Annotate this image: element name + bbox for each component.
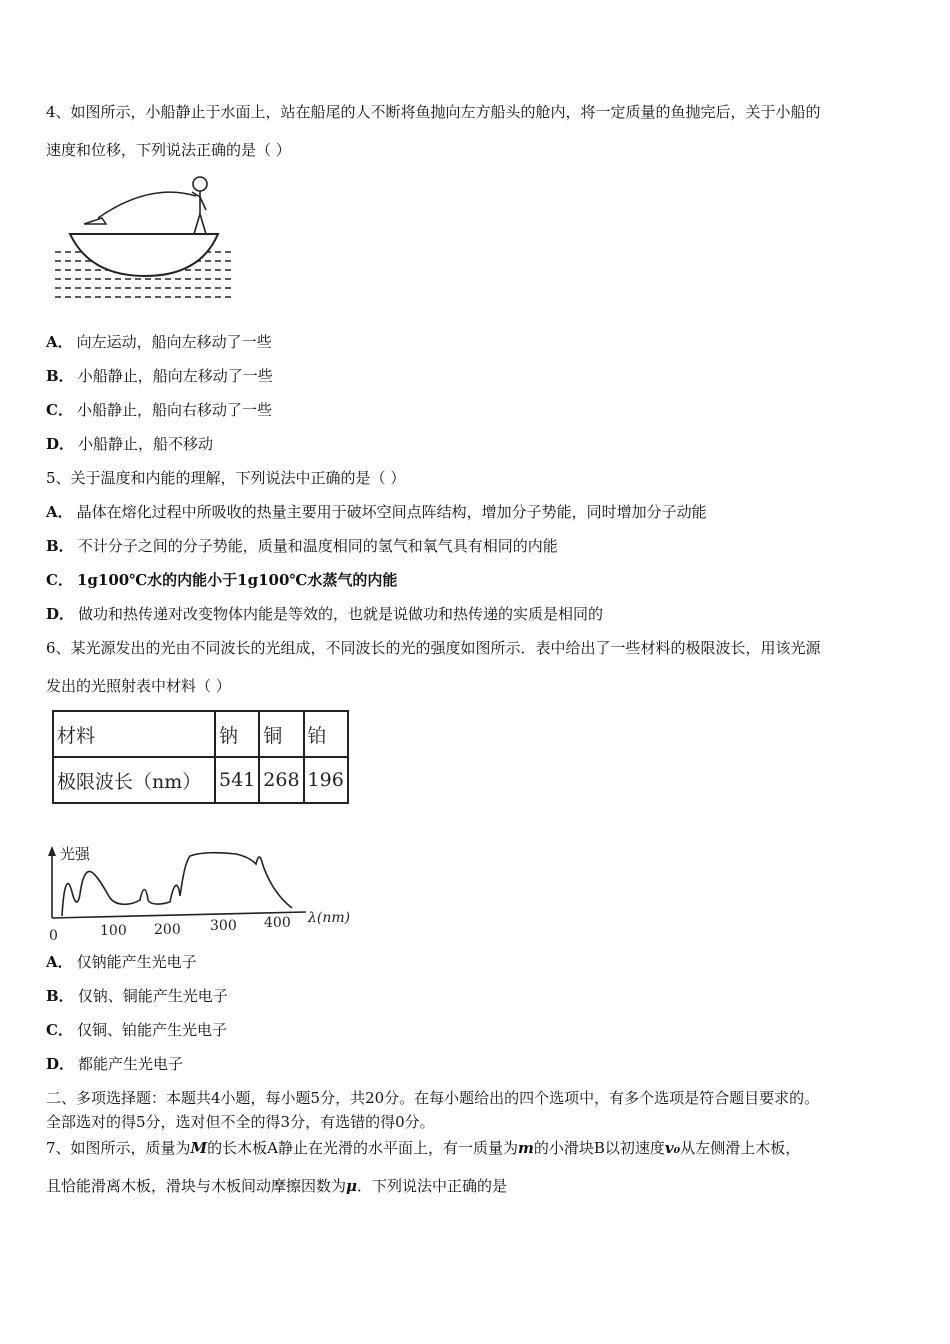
table-row [53, 757, 348, 803]
table-header-material: 材料 [53, 711, 215, 757]
q7-stem-line1: 7、如图所示，质量为M的长木板A静止在光滑的水平面上，有一质量为m的小滑块B以初速度v₀从左侧滑上木板， [46, 1139, 801, 1157]
table-cell-pt: 196 [304, 757, 348, 803]
q4-option-a: A． 向左运动，船向左移动了一些 [46, 333, 272, 351]
q6-stem-line1: 6、某光源发出的光由不同波长的光组成，不同波长的光的强度如图所示．表中给出了一些材料的极限波长，用该光源 [46, 639, 821, 657]
y-axis-label: 光强 [60, 845, 91, 863]
table-cell-label: 极限波长（nm） [53, 757, 215, 803]
q6-option-a: A． 仅钠能产生光电子 [46, 953, 197, 971]
tick-label: 0 [49, 928, 58, 944]
table-header-pt: 铂 [304, 711, 348, 757]
q4-option-b: B． 小船静止，船向左移动了一些 [46, 367, 273, 385]
table-row [53, 711, 348, 757]
q6-option-c: C． 仅铜、铂能产生光电子 [46, 1021, 227, 1039]
intensity-curve [62, 853, 292, 916]
tick-label: 100 [100, 923, 127, 939]
q4-option-d: D． 小船静止，船不移动 [46, 435, 214, 453]
q5-option-c: C． 1g100℃水的内能小于1g100℃水蒸气的内能 [46, 571, 398, 589]
q5-option-a: A． 晶体在熔化过程中所吸收的热量主要用于破坏空间点阵结构，增加分子势能，同时增加分子动能 [46, 503, 707, 521]
q6-stem-line2: 发出的光照射表中材料（ ） [46, 677, 231, 695]
q5-option-d: D． 做功和热传递对改变物体内能是等效的，也就是说做功和热传递的实质是相同的 [46, 605, 604, 623]
tick-label: 400 [264, 915, 291, 931]
q7-stem-line2: 且恰能滑离木板，滑块与木板间动摩擦因数为μ．下列说法中正确的是 [46, 1177, 508, 1195]
q6-option-b: B． 仅钠、铜能产生光电子 [46, 987, 228, 1005]
q4-stem-line2: 速度和位移，下列说法正确的是（ ） [46, 141, 291, 159]
tick-label: 200 [154, 922, 181, 938]
material-table [52, 710, 349, 804]
y-axis-arrow-icon [48, 846, 56, 856]
tick-label: 300 [210, 918, 237, 934]
x-axis-label: λ(nm) [308, 910, 351, 926]
boat-figure [50, 172, 240, 302]
table-header-cu: 铜 [259, 711, 303, 757]
q5-stem: 5、关于温度和内能的理解，下列说法中正确的是（ ） [46, 469, 406, 487]
q6-option-d: D． 都能产生光电子 [46, 1055, 184, 1073]
table-cell-cu: 268 [259, 757, 303, 803]
section2-line1: 二、多项选择题：本题共4小题，每小题5分，共20分。在每小题给出的四个选项中，有多个选项是符合题目要求的。 [46, 1089, 820, 1107]
intensity-graph [44, 842, 364, 946]
q4-option-c: C． 小船静止，船向右移动了一些 [46, 401, 272, 419]
q5-option-b: B． 不计分子之间的分子势能，质量和温度相同的氢气和氧气具有相同的内能 [46, 537, 558, 555]
table-header-na: 钠 [215, 711, 259, 757]
section2-line2: 全部选对的得5分，选对但不全的得3分，有选错的得0分。 [46, 1113, 435, 1131]
table-cell-na: 541 [215, 757, 259, 803]
q4-stem-line1: 4、如图所示，小船静止于水面上，站在船尾的人不断将鱼抛向左方船头的舱内，将一定质量的鱼抛完后，关于小船的 [46, 103, 821, 121]
